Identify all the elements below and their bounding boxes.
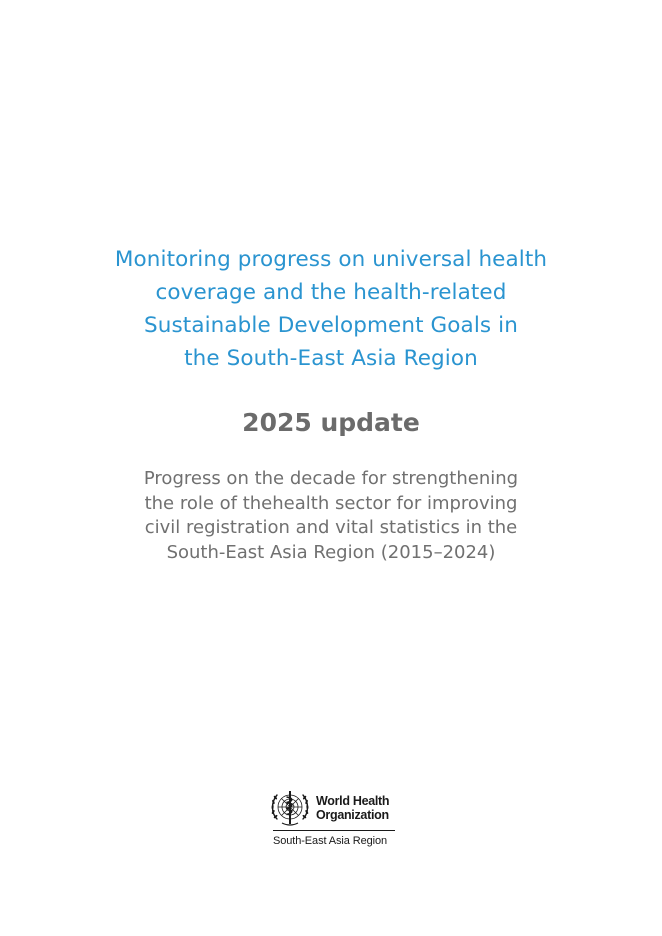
- report-subtitle: [81, 467, 581, 565]
- report-subtitle-line: South-East Asia Region (2015–2024): [166, 541, 496, 563]
- report-title-line: Monitoring progress on universal health: [114, 247, 548, 272]
- report-title: [81, 243, 581, 375]
- report-subtitle-line: civil registration and vital statistics in the: [144, 517, 518, 538]
- update-label: 2025 update: [242, 408, 420, 437]
- report-subtitle-line: the role of thehealth sector for improving: [144, 492, 518, 514]
- who-logo: [268, 788, 398, 852]
- report-title-line: the South-East Asia Region: [184, 346, 478, 371]
- report-title-line: Sustainable Development Goals in: [144, 313, 518, 338]
- region-name: South-East Asia Region: [273, 835, 387, 847]
- report-subtitle-line: Progress on the decade for strengthening: [143, 468, 519, 489]
- logo-divider: [273, 830, 395, 831]
- org-name-line: World Health: [316, 794, 390, 808]
- org-name-line: Organization: [316, 808, 389, 822]
- org-name: [316, 794, 389, 822]
- un-emblem-with-staff-icon: [268, 788, 312, 828]
- report-title-line: coverage and the health-related: [155, 280, 507, 305]
